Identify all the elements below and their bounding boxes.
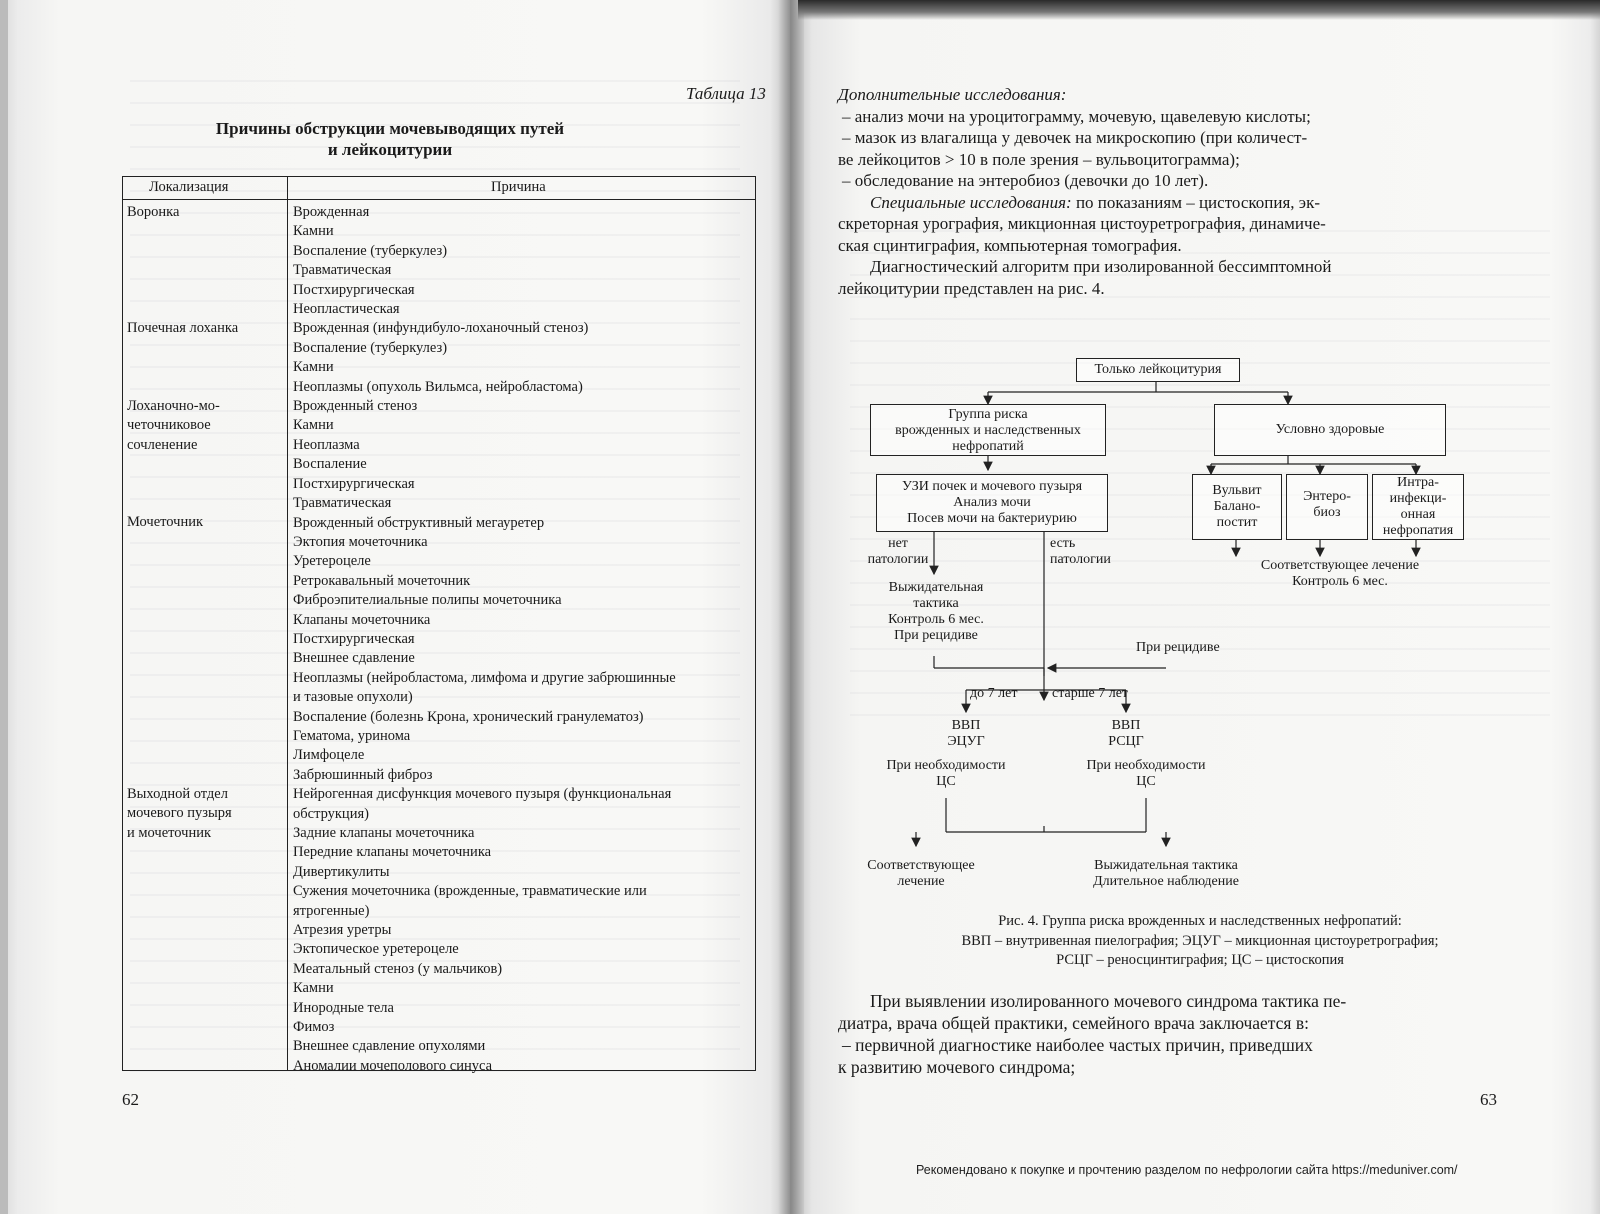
flow-text: Посев мочи на бактериурию bbox=[907, 511, 1077, 526]
flow-relapse: При рецидиве bbox=[1136, 640, 1220, 655]
caption-line: Рис. 4. Группа риска врожденных и наследственных нефропатий: bbox=[998, 913, 1402, 929]
cause-cell: Камни bbox=[293, 980, 334, 997]
paragraph-line: к развитию мочевого синдрома; bbox=[838, 1057, 1076, 1077]
localization-cell: четочниковое bbox=[127, 417, 211, 434]
cause-cell: Задние клапаны мочеточника bbox=[293, 825, 475, 841]
flow-text: биоз bbox=[1313, 505, 1341, 520]
flow-text: есть bbox=[1050, 536, 1076, 551]
flow-final-treatment bbox=[856, 858, 986, 890]
cause-cell: Внешнее сдавление опухолями bbox=[293, 1038, 486, 1055]
cause-cell: Камни bbox=[293, 417, 334, 434]
page-number-right: 63 bbox=[1480, 1090, 1497, 1109]
cause-cell: Постхирургическая bbox=[293, 630, 415, 647]
localization-cell: Воронка bbox=[127, 204, 180, 220]
cause-cell: Врожденная (инфундибуло-лоханочный стеноз) bbox=[293, 320, 589, 337]
list-item: – мазок из влагалища у девочек на микроскопию (при количест- bbox=[842, 128, 1308, 147]
localization-cell: Лоханочно-мо- bbox=[127, 398, 220, 414]
diagnostic-flowchart bbox=[836, 356, 1556, 896]
table-title-line: и лейкоцитурии bbox=[327, 140, 453, 159]
flow-text: ВВП bbox=[1111, 718, 1141, 733]
flow-text: ЭЦУГ bbox=[947, 734, 985, 749]
caption-line: ВВП – внутривенная пиелография; ЭЦУГ – микционная цистоуретрография; bbox=[961, 932, 1439, 949]
flow-over-7: старше 7 лет bbox=[1052, 686, 1129, 701]
additional-studies bbox=[838, 84, 1554, 299]
cause-cell: Камни bbox=[293, 359, 334, 376]
cause-cell: Нейрогенная дисфункция мочевого пузыря (функциональная bbox=[293, 786, 672, 803]
flow-text: Анализ мочи bbox=[953, 495, 1031, 510]
flow-text: Длительное наблюдение bbox=[1093, 874, 1239, 889]
paragraph-line: – первичной диагностике наиболее частых причин, приведших bbox=[842, 1035, 1313, 1055]
flow-text: ВВП bbox=[951, 718, 981, 733]
cause-cell: Гематома, уринома bbox=[293, 727, 411, 744]
flow-text: Соответствующее лечение bbox=[1260, 558, 1420, 573]
paragraph-line: Диагностический алгоритм при изолированной бессимптомной bbox=[870, 257, 1332, 276]
paragraph-line: диатра, врача общей практики, семейного врача заключается в: bbox=[838, 1013, 1309, 1033]
flow-only-leukocyturia bbox=[1076, 358, 1240, 382]
list-item: ве лейкоцитов > 10 в поле зрения – вульвоцитограмма); bbox=[838, 149, 1240, 169]
cause-cell: Аномалии мочеполового синуса bbox=[293, 1057, 493, 1074]
flow-text: РСЦГ bbox=[1108, 734, 1144, 749]
cause-cell: Камни bbox=[293, 223, 334, 240]
flow-treatment-control bbox=[1220, 558, 1460, 590]
flow-risk-group bbox=[870, 404, 1106, 456]
flow-text: Соответствующее bbox=[867, 858, 975, 873]
tactics-paragraph bbox=[838, 990, 1554, 1078]
book-gutter bbox=[778, 0, 804, 1214]
flow-text: ЦС bbox=[936, 774, 956, 789]
flow-cystoscopy-left bbox=[866, 758, 1026, 790]
flow-text: Балано- bbox=[1213, 499, 1261, 514]
cause-cell: Фимоз bbox=[293, 1019, 335, 1036]
flow-text: нефропатий bbox=[952, 439, 1024, 454]
flow-under-7: до 7 лет bbox=[970, 686, 1018, 701]
cause-column bbox=[293, 203, 751, 1076]
cause-cell: Забрюшинный фиброз bbox=[293, 766, 433, 783]
flow-text: патологии bbox=[867, 552, 929, 567]
cause-cell: Уретероцеле bbox=[293, 553, 371, 570]
cause-cell: Постхирургическая bbox=[293, 281, 415, 298]
cause-cell: Воспаление (болезнь Крона, хронический гранулематоз) bbox=[293, 708, 644, 725]
flow-watchful-waiting bbox=[866, 580, 1006, 644]
flow-final-observation bbox=[1076, 858, 1256, 890]
flow-text: При необходимости bbox=[886, 758, 1006, 773]
cause-cell: и тазовые опухоли) bbox=[293, 689, 413, 706]
flow-text: Выжидательная тактика bbox=[1094, 858, 1238, 873]
cause-cell: ятрогенные) bbox=[293, 902, 370, 919]
flow-text: тактика bbox=[913, 596, 959, 611]
flow-text: лечение bbox=[897, 874, 945, 889]
cause-cell: Сужения мочеточника (врожденные, травматические или bbox=[293, 883, 647, 900]
table-label: Таблица 13 bbox=[686, 84, 766, 103]
flow-text: Контроль 6 мес. bbox=[1292, 574, 1388, 589]
flow-vvp-ecug bbox=[916, 718, 1016, 750]
text: по показаниям – цистоскопия, эк- bbox=[1071, 192, 1321, 212]
scan-shadow bbox=[798, 0, 1600, 20]
flow-text: Условно здоровые bbox=[1275, 422, 1385, 437]
paragraph-line: лейкоцитурии представлен на рис. 4. bbox=[838, 278, 1105, 298]
flow-text: нет bbox=[888, 536, 908, 551]
flow-conditionally-healthy bbox=[1214, 404, 1446, 456]
cause-cell: Дивертикулиты bbox=[293, 863, 390, 880]
localization-cell: Выходной отдел bbox=[127, 786, 228, 802]
cause-cell: Воспаление (туберкулез) bbox=[293, 339, 448, 356]
page-edge bbox=[0, 0, 8, 1214]
cause-cell: Атрезия уретры bbox=[293, 922, 392, 939]
flow-vvp-rscg bbox=[1076, 718, 1176, 750]
flow-text: инфекци- bbox=[1389, 491, 1447, 506]
caption-line: РСЦГ – реносцинтиграфия; ЦС – цистоскопия bbox=[1056, 952, 1344, 968]
cause-cell: Клапаны мочеточника bbox=[293, 611, 431, 628]
flow-text: онная bbox=[1400, 507, 1436, 522]
cause-cell: Меатальный стеноз (у мальчиков) bbox=[293, 960, 503, 977]
site-watermark: Рекомендовано к покупке и прочтению разделом по нефрологии сайта https://meduniver.com/ bbox=[916, 1163, 1458, 1177]
flow-vulvitis bbox=[1192, 474, 1282, 540]
cause-cell: Неоплазмы (нейробластома, лимфома и другие забрюшинные bbox=[293, 669, 676, 686]
cause-cell: обструкция) bbox=[293, 805, 369, 822]
paragraph-line: ская сцинтиграфия, компьютерная томография. bbox=[838, 235, 1182, 255]
flow-label-no-pathology bbox=[848, 536, 948, 568]
flow-enterobiosis bbox=[1286, 474, 1368, 540]
cause-cell: Врожденный стеноз bbox=[293, 398, 418, 415]
flow-text: Только лейкоцитурия bbox=[1094, 362, 1222, 377]
cause-cell: Неоплазма bbox=[293, 436, 360, 453]
flow-text: врожденных и наследственных bbox=[895, 423, 1081, 438]
figure-caption bbox=[850, 912, 1550, 971]
localization-cell: Почечная лоханка bbox=[127, 320, 239, 337]
cause-cell: Инородные тела bbox=[293, 999, 394, 1016]
cause-cell: Неоплазмы (опухоль Вильмса, нейробластома) bbox=[293, 378, 583, 395]
flow-text: Интра- bbox=[1397, 475, 1439, 490]
section-heading: Дополнительные исследования: bbox=[838, 85, 1067, 104]
flow-cystoscopy-right bbox=[1066, 758, 1226, 790]
flow-text: ЦС bbox=[1136, 774, 1156, 789]
paragraph bbox=[838, 192, 1554, 214]
flow-text: патологии bbox=[1050, 552, 1111, 567]
cause-cell: Травматическая bbox=[293, 495, 392, 512]
flow-intrainfection bbox=[1372, 474, 1464, 540]
paragraph-line: При выявлении изолированного мочевого синдрома тактика пе- bbox=[870, 991, 1347, 1011]
cause-cell: Передние клапаны мочеточника bbox=[293, 844, 492, 861]
list-item: – обследование на энтеробиоз (девочки до 10 лет). bbox=[842, 171, 1209, 190]
cause-cell: Внешнее сдавление bbox=[293, 650, 415, 667]
cause-cell: Травматическая bbox=[293, 262, 392, 279]
flow-text: постит bbox=[1216, 515, 1258, 530]
flow-label-pathology bbox=[1050, 536, 1111, 568]
header-cause: Причина bbox=[491, 179, 546, 195]
flow-text: При рецидиве bbox=[894, 628, 978, 643]
inline-label: Специальные исследования: bbox=[870, 192, 1072, 212]
cause-cell: Эктопия мочеточника bbox=[293, 533, 428, 550]
localization-cell: Мочеточник bbox=[127, 514, 204, 531]
flow-exam bbox=[876, 474, 1108, 532]
cause-cell: Воспаление (туберкулез) bbox=[293, 242, 448, 259]
cause-cell: Фиброэпителиальные полипы мочеточника bbox=[293, 592, 562, 609]
page-number-left: 62 bbox=[122, 1090, 139, 1109]
header-localization: Локализация bbox=[149, 179, 229, 195]
cause-cell: Лимфоцеле bbox=[293, 747, 365, 764]
flow-text: УЗИ почек и мочевого пузыря bbox=[901, 479, 1083, 494]
localization-cell: сочленение bbox=[127, 436, 198, 453]
cause-cell: Врожденная bbox=[293, 204, 370, 220]
flow-text: нефропатия bbox=[1382, 523, 1454, 538]
flow-text: Выжидательная bbox=[888, 580, 984, 595]
flow-text: Контроль 6 мес. bbox=[888, 612, 984, 627]
flow-text: При необходимости bbox=[1086, 758, 1206, 773]
flow-text: Вульвит bbox=[1212, 483, 1262, 498]
cause-cell: Воспаление bbox=[293, 456, 367, 473]
cause-cell: Постхирургическая bbox=[293, 475, 415, 492]
cause-cell: Неопластическая bbox=[293, 301, 400, 318]
localization-cell: и мочеточник bbox=[127, 824, 212, 841]
cause-cell: Ретрокавальный мочеточник bbox=[293, 572, 471, 589]
cause-cell: Врожденный обструктивный мегауретер bbox=[293, 514, 545, 531]
flow-text: Энтеро- bbox=[1303, 489, 1351, 504]
table-header bbox=[123, 177, 755, 200]
table-title-line: Причины обструкции мочевыводящих путей bbox=[215, 119, 565, 138]
localization-cell: мочевого пузыря bbox=[127, 805, 232, 822]
flow-text: Группа риска bbox=[948, 407, 1028, 422]
column-divider bbox=[287, 177, 288, 1070]
table-title bbox=[180, 118, 600, 160]
cause-cell: Эктопическое уретероцеле bbox=[293, 941, 459, 958]
paragraph-line: скреторная урография, микционная цистоуретрография, динамиче- bbox=[838, 214, 1326, 233]
obstruction-table bbox=[122, 176, 756, 1074]
list-item: – анализ мочи на уроцитограмму, мочевую, щавелевую кислоты; bbox=[842, 106, 1311, 126]
